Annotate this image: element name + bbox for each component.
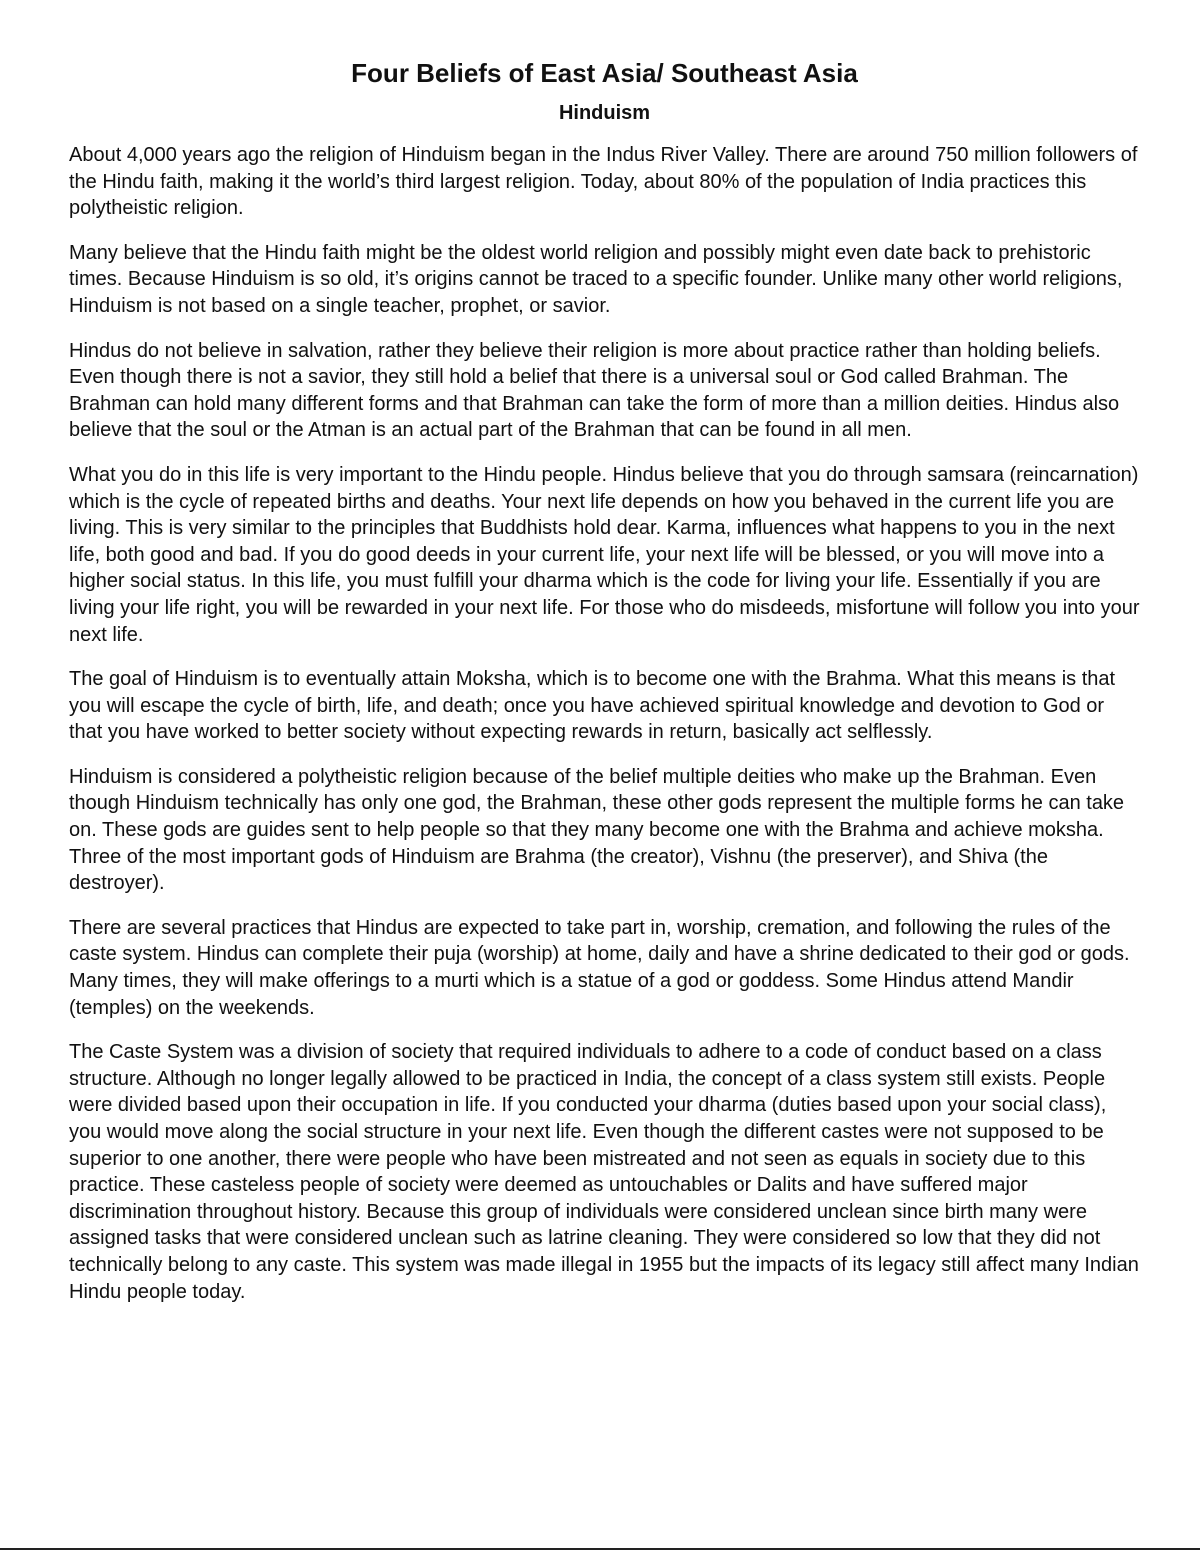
section-heading: Hinduism [558,102,651,124]
paragraph-origins: About 4,000 years ago the religion of Hinduism began in the Indus River Valley. There are around 750 million followers of the Hindu faith, making it the world’s third largest religion. Today, about 80% of the population of India practices this polytheistic religion. [69,144,1138,220]
paragraph-oldest-religion: Many believe that the Hindu faith might be the oldest world religion and possibly might even date back to prehistoric times. Because Hinduism is so old, it’s origins cannot be traced to a specific founder. Unlike many other world religions, Hinduism is not based on a single teacher, prophet, or savior. [69,241,1123,317]
paragraph-caste-system: The Caste System was a division of society that required individuals to adhere to a code of conduct based on a class structure. Although no longer legally allowed to be practiced in India, the concept of a class system still exists. People were divided based upon their occupation in life. If you conducted your dharma (duties based upon your social class), you would move along the social structure in your next life. Even though the different castes were not supposed to be superior to one another, there were people who have been mistreated and not seen as equals in society due to this practice. These casteless people of society were deemed as untouchables or Dalits and have suffered major discrimination throughout history. Because this group of individuals were considered unclean since birth many were assigned tasks that were considered unclean such as latrine cleaning. They were considered so low that they did not technically belong to any caste. This system was made illegal in 1955 but the impacts of its legacy still affect many Indian Hindu people today. [69,1041,1139,1303]
paragraph-samsara-karma: What you do in this life is very important to the Hindu people. Hindus believe that you do through samsara (reincarnation) which is the cycle of repeated births and deaths. Your next life depends on how you behaved in the current life you are living. This is very similar to the principles that Buddhists hold dear. Karma, influences what happens to you in the next life, both good and bad. If you do good deeds in your current life, your next life will be blessed, or you will move into a higher social status. In this life, you must fulfill your dharma which is the code for living your life. Essentially if you are living your life right, you will be rewarded in your next life. For those who do misdeeds, misfortune will follow you into your next life. [69,463,1140,646]
paragraph-moksha: The goal of Hinduism is to eventually attain Moksha, which is to become one with the Brahma. What this means is that you will escape the cycle of birth, life, and death; once you have achieved spiritual knowledge and devotion to God or that you have worked to better society without expecting rewards in return, basically act selflessly. [69,668,1116,744]
document-title: Four Beliefs of East Asia/ Southeast Asia [351,58,858,88]
paragraph-polytheism: Hinduism is considered a polytheistic religion because of the belief multiple deities who make up the Brahman. Even though Hinduism technically has only one god, the Brahman, these other gods represent the multiple forms he can take on. These gods are guides sent to help people so that they many become one with the Brahma and achieve moksha. Three of the most important gods of Hinduism are Brahma (the creator), Vishnu (the preserver), and Shiva (the destroyer). [69,765,1125,895]
paragraph-practices: There are several practices that Hindus are expected to take part in, worship, cremation, and following the rules of the caste system. Hindus can complete their puja (worship) at home, daily and have a shrine dedicated to their god or gods. Many times, they will make offerings to a murti which is a statue of a god or goddess. Some Hindus attend Mandir (temples) on the weekends. [69,916,1130,1019]
paragraph-brahman: Hindus do not believe in salvation, rather they believe their religion is more about practice rather than holding beliefs. Even though there is not a savior, they still hold a belief that there is a universal soul or God called Brahman. The Brahman can hold many different forms and that Brahman can take the form of more than a million deities. Hindus also believe that the soul or the Atman is an actual part of the Brahman that can be found in all men. [69,339,1120,442]
